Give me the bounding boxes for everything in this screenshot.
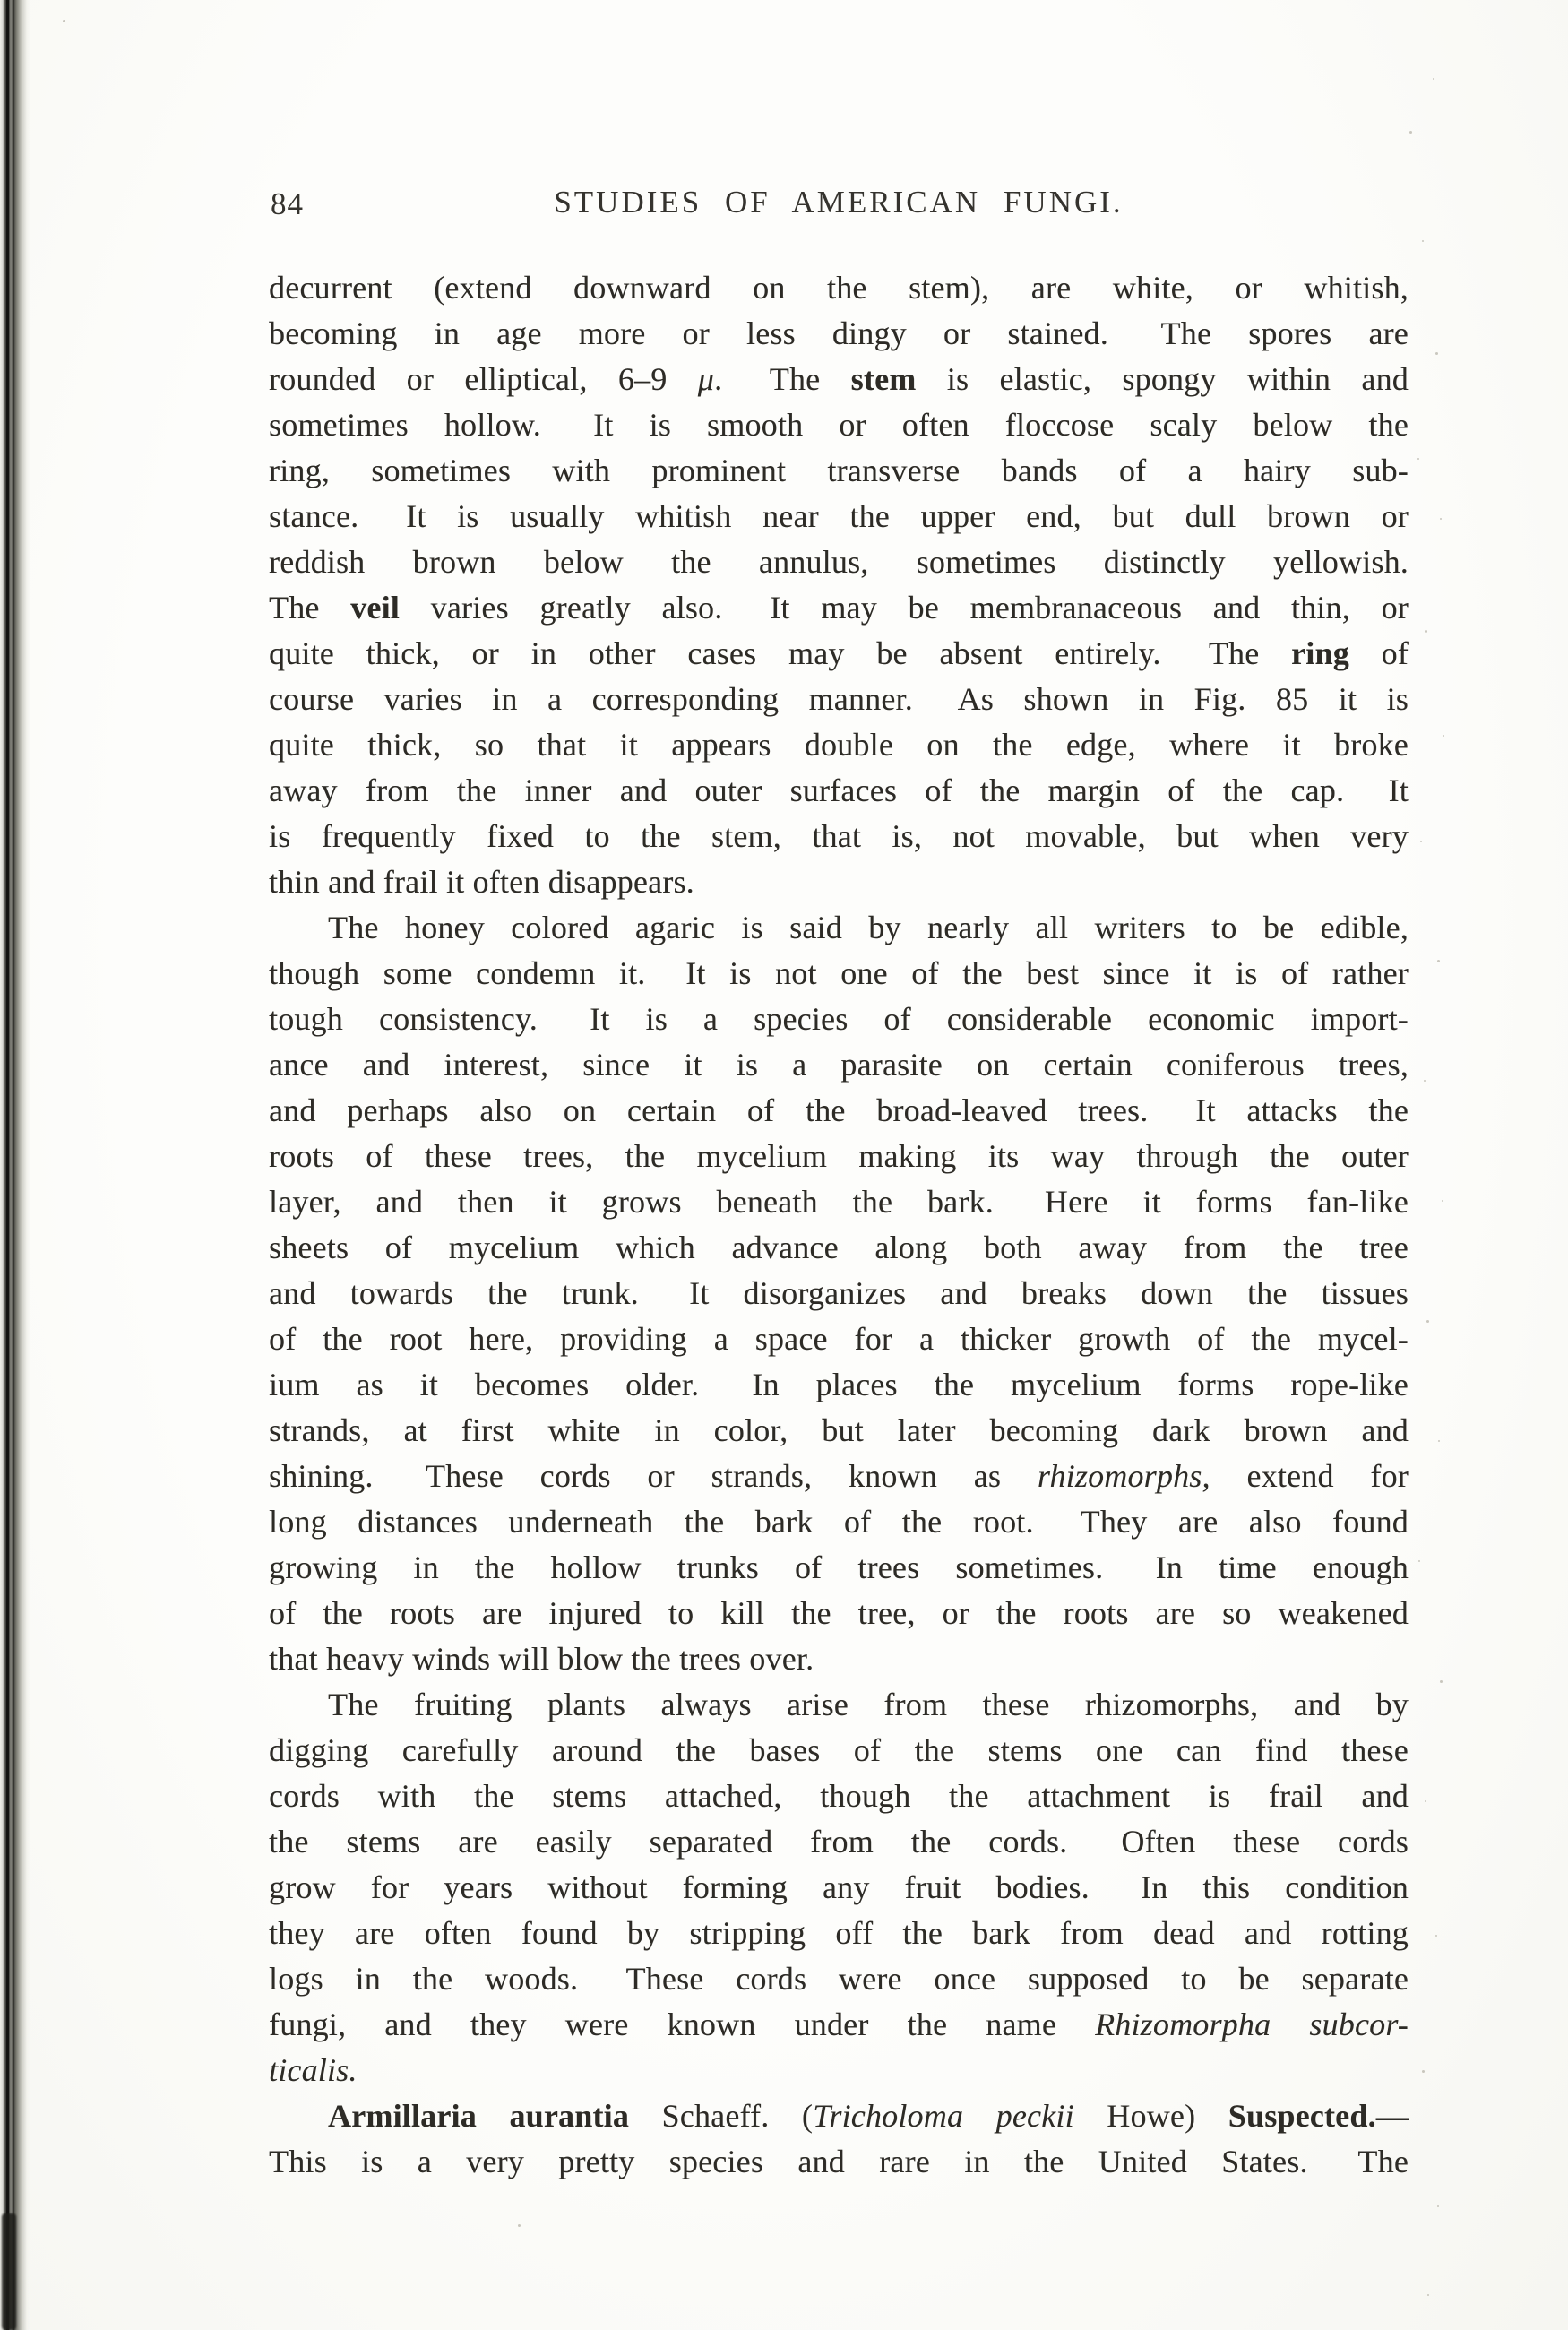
dust-speck [1433, 78, 1434, 80]
text-line [269, 814, 1409, 859]
italic-text: ticalis. [269, 2052, 358, 2088]
text-segment: reddish brown below the annulus, sometimes distinctly yellowish. [269, 544, 1409, 580]
text-segment: tough consistency. It is a species of considerable economic import- [269, 1001, 1409, 1037]
text-line [269, 1636, 1409, 1682]
text-line [269, 1911, 1409, 1956]
dust-speck [1437, 2205, 1439, 2207]
text-line [269, 2048, 1409, 2093]
text-segment: and towards the trunk. It disorganizes and breaks down the tissues [269, 1275, 1409, 1311]
text-line [269, 539, 1409, 585]
text-segment: The fruiting plants always arise from these rhizomorphs, and by [328, 1687, 1409, 1722]
bold-text: ring [1291, 635, 1349, 671]
text-line [269, 311, 1409, 357]
text-line [269, 1316, 1409, 1362]
text-segment: of the root here, providing a space for a thicker growth of the mycel- [269, 1321, 1409, 1357]
text-segment: shining. These cords or strands, known as [269, 1458, 1038, 1494]
text-segment: they are often found by stripping off the bark from dead and rotting [269, 1915, 1409, 1951]
text-segment: is elastic, spongy within and [916, 361, 1409, 397]
dust-speck [1437, 960, 1440, 962]
dust-speck [1417, 458, 1419, 460]
text-segment: This is a very pretty species and rare in the United States. The [269, 2144, 1409, 2179]
text-line [269, 1225, 1409, 1271]
text-segment: of [1348, 635, 1409, 671]
text-line [269, 265, 1409, 311]
text-line [269, 1773, 1409, 1819]
text-segment: The honey colored agaric is said by nearly all writers to be edible, [328, 910, 1409, 945]
dust-speck [1424, 1080, 1426, 1082]
bold-text: Suspected.— [1228, 2098, 1409, 2134]
dust-speck [1427, 2294, 1429, 2296]
text-line [269, 997, 1409, 1042]
text-line [269, 1134, 1409, 1179]
text-segment: of the roots are injured to kill the tree, or the roots are so weakened [269, 1595, 1409, 1631]
text-line [269, 585, 1409, 631]
italic-text: μ [697, 361, 715, 397]
text-line [269, 2093, 1409, 2139]
text-line [269, 1042, 1409, 1088]
text-segment: and perhaps also on certain of the broad-leaved trees. It attacks the [269, 1092, 1409, 1128]
dust-speck [1442, 1200, 1443, 1202]
dust-speck [1425, 630, 1427, 633]
text-segment: layer, and then it grows beneath the bark. Here it forms fan-like [269, 1184, 1409, 1220]
body-text [269, 265, 1409, 2185]
text-segment: strands, at first white in color, but later becoming dark brown and [269, 1412, 1409, 1448]
text-line [269, 448, 1409, 494]
text-line [269, 1088, 1409, 1134]
text-segment: the stems are easily separated from the cords. Often these cords [269, 1824, 1409, 1860]
text-segment: quite thick, so that it appears double on the edge, where it broke [269, 727, 1409, 763]
bold-text: Armillaria aurantia [328, 2098, 630, 2134]
text-segment: is frequently fixed to the stem, that is, not movable, but when very [269, 818, 1409, 854]
dust-speck [518, 2224, 521, 2227]
text-segment: logs in the woods. These cords were once supposed to be separate [269, 1961, 1409, 1997]
binding-line [13, 0, 14, 2330]
text-segment: rounded or elliptical, 6–9 [269, 361, 698, 397]
dust-speck [1440, 1680, 1443, 1683]
dust-speck [1420, 841, 1422, 842]
text-segment: long distances underneath the bark of the root. They are also found [269, 1504, 1409, 1540]
text-line [269, 357, 1409, 402]
text-line [269, 1682, 1409, 1728]
text-line [269, 1271, 1409, 1316]
running-head: STUDIES OF AMERICAN FUNGI. [554, 185, 1124, 220]
bold-text: veil [350, 590, 401, 626]
text-segment: ance and interest, since it is a parasite on certain coniferous trees, [269, 1047, 1409, 1083]
text-line [269, 1545, 1409, 1591]
text-line [269, 859, 1409, 905]
text-line [269, 1362, 1409, 1408]
text-segment: course varies in a corresponding manner. As shown in Fig. 85 it is [269, 681, 1409, 717]
text-line [269, 677, 1409, 722]
dust-speck [1443, 735, 1444, 737]
text-segment: that heavy winds will blow the trees over. [269, 1641, 814, 1677]
text-segment: extend for [1210, 1458, 1409, 1494]
text-segment: quite thick, or in other cases may be absent entirely. The [269, 635, 1292, 671]
dust-speck [1438, 1440, 1440, 1442]
text-segment: digging carefully around the bases of the stems one can find these [269, 1732, 1409, 1768]
dust-speck [1435, 1935, 1437, 1937]
dust-speck [1422, 240, 1424, 242]
text-line [269, 768, 1409, 814]
binding-line [6, 0, 9, 2330]
text-line [269, 402, 1409, 448]
text-segment: thin and frail it often disappears. [269, 864, 694, 900]
dust-speck [1409, 131, 1412, 134]
text-segment: stance. It is usually whitish near the upper end, but dull brown or [269, 498, 1409, 534]
text-segment: varies greatly also. It may be membranaceous and thin, or [400, 590, 1409, 626]
dust-speck [63, 20, 65, 22]
page-header [269, 185, 1409, 220]
text-segment: roots of these trees, the mycelium making its way through the outer [269, 1138, 1409, 1174]
text-segment: away from the inner and outer surfaces of the margin of the cap. It [269, 772, 1409, 808]
text-segment: growing in the hollow trunks of trees sometimes. In time enough [269, 1549, 1409, 1585]
dust-speck [1426, 1320, 1429, 1323]
dust-speck [1440, 518, 1442, 520]
book-binding-edge [0, 0, 30, 2330]
text-segment: cords with the stems attached, though the attachment is frail and [269, 1778, 1409, 1814]
text-segment: decurrent (extend downward on the stem), are white, or whitish, [269, 270, 1409, 306]
text-segment: Schaeff. ( [629, 2098, 814, 2134]
text-segment: ring, sometimes with prominent transverse bands of a hairy sub- [269, 453, 1409, 488]
text-segment: sometimes hollow. It is smooth or often floccose scaly below the [269, 407, 1409, 443]
text-segment: ium as it becomes older. In places the mycelium forms rope-like [269, 1367, 1409, 1402]
page-number: 84 [271, 186, 304, 221]
text-line [269, 494, 1409, 539]
text-line [269, 631, 1409, 677]
text-line [269, 951, 1409, 997]
italic-text: Tricholoma peckii [813, 2098, 1074, 2134]
dust-speck [1422, 2070, 1425, 2073]
dust-speck [1425, 1800, 1426, 1802]
dust-speck [1435, 352, 1438, 355]
bold-text: stem [850, 361, 917, 397]
text-segment: Howe) [1073, 2098, 1228, 2134]
dust-speck [1418, 1560, 1420, 1562]
text-line [269, 1819, 1409, 1865]
text-segment: though some condemn it. It is not one of the best since it is of rather [269, 955, 1409, 991]
text-segment: fungi, and they were known under the name [269, 2006, 1096, 2042]
text-segment: becoming in age more or less dingy or stained. The spores are [269, 315, 1409, 351]
text-line [269, 1865, 1409, 1911]
text-line [269, 905, 1409, 951]
italic-text: rhizomorphs, [1037, 1458, 1210, 1494]
binding-shadow [2, 2214, 16, 2330]
text-line [269, 1499, 1409, 1545]
italic-text: Rhizomorpha subcor- [1095, 2006, 1409, 2042]
text-line [269, 1179, 1409, 1225]
text-line [269, 722, 1409, 768]
text-line [269, 1454, 1409, 1499]
text-segment: grow for years without forming any fruit bodies. In this condition [269, 1869, 1409, 1905]
text-line [269, 1408, 1409, 1454]
text-line [269, 2139, 1409, 2185]
text-segment: . The [714, 361, 851, 397]
text-line [269, 1728, 1409, 1773]
text-line [269, 1591, 1409, 1636]
text-line [269, 1956, 1409, 2002]
text-segment: sheets of mycelium which advance along both away from the tree [269, 1230, 1409, 1265]
text-segment: The [269, 590, 351, 626]
text-line [269, 2002, 1409, 2048]
